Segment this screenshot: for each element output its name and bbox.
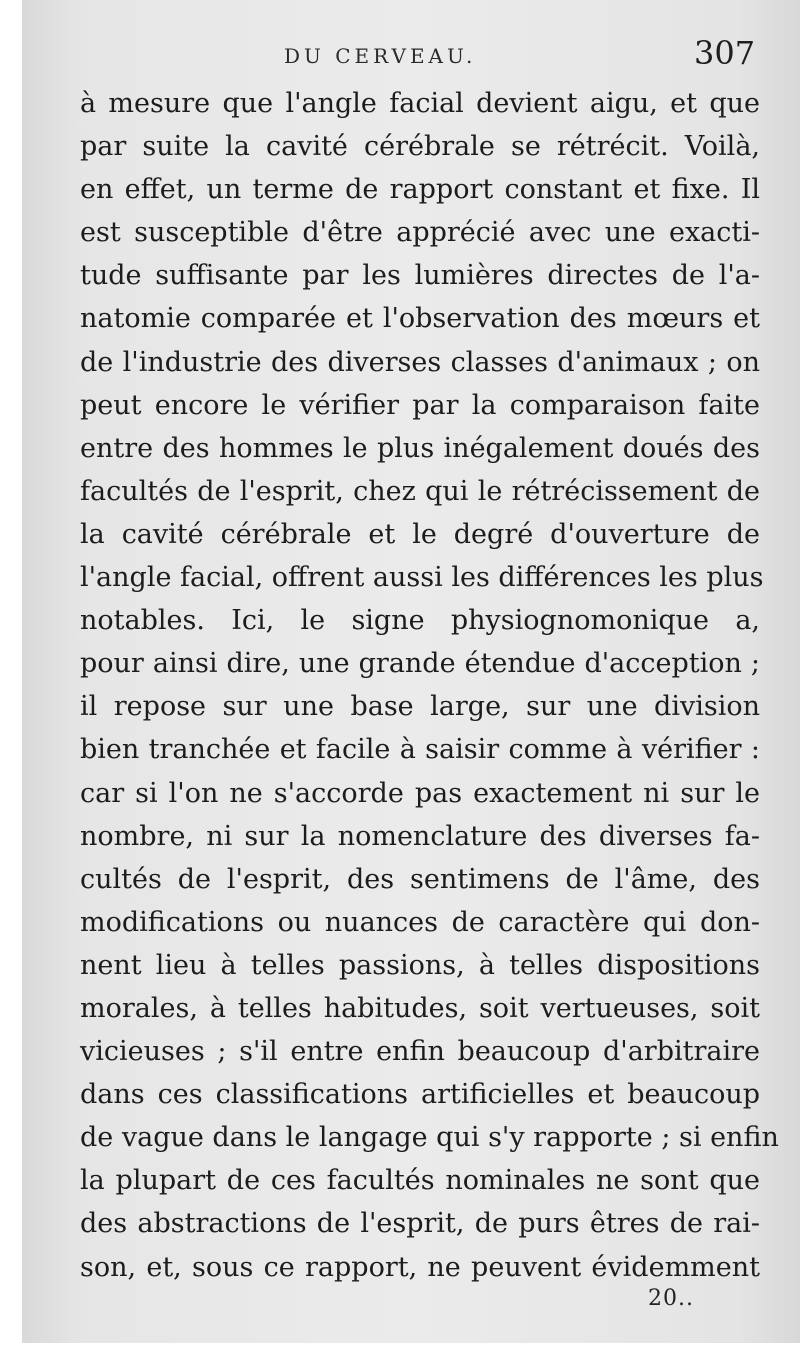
text-line: la plupart de ces facultés nominales ne sont que — [80, 1165, 760, 1197]
signature-mark: 20.. — [648, 1286, 694, 1311]
text-line: entre des hommes le plus inégalement doués des — [80, 432, 760, 464]
text-line: dans ces classifications artificielles et beaucoup — [80, 1079, 760, 1111]
text-line: notables. Ici, le signe physiognomonique a, — [80, 605, 760, 637]
book-page — [22, 0, 800, 1353]
text-line: il repose sur une base large, sur une division — [80, 691, 760, 723]
text-line: son, et, sous ce rapport, ne peuvent évidemment — [80, 1251, 760, 1283]
text-line: pour ainsi dire, une grande étendue d'acception ; — [80, 648, 760, 680]
text-line: en effet, un terme de rapport constant et fixe. Il — [80, 174, 760, 206]
text-line: cultés de l'esprit, des sentimens de l'âme, des — [80, 863, 760, 895]
text-line: morales, à telles habitudes, soit vertueuses, soit — [80, 992, 760, 1024]
text-line: modifications ou nuances de caractère qui don- — [80, 906, 760, 938]
text-line: de vague dans le langage qui s'y rapporte ; si enfin — [80, 1122, 779, 1154]
text-line: vicieuses ; s'il entre enfin beaucoup d'arbitraire — [80, 1036, 760, 1068]
text-line: peut encore le vérifier par la comparaison faite — [80, 389, 760, 421]
body-text — [80, 82, 779, 1289]
text-line: tude suffisante par les lumières directes de l'a- — [80, 260, 760, 292]
text-line: nent lieu à telles passions, à telles dispositions — [80, 949, 760, 981]
text-line: par suite la cavité cérébrale se rétrécit. Voilà, — [80, 131, 760, 163]
text-line: car si l'on ne s'accorde pas exactement ni sur le — [80, 777, 760, 809]
left-margin — [0, 0, 22, 1353]
text-line: l'angle facial, offrent aussi les différences les plus — [80, 562, 764, 594]
text-line: facultés de l'esprit, chez qui le rétrécissement de — [80, 475, 760, 507]
text-line: à mesure que l'angle facial devient aigu, et que — [80, 88, 760, 119]
page-header — [22, 30, 800, 80]
running-head: DU CERVEAU. — [284, 44, 477, 68]
text-line: bien tranchée et facile à saisir comme à vérifier : — [80, 734, 760, 766]
text-line: des abstractions de l'esprit, de purs êtres de rai- — [80, 1208, 760, 1240]
text-line: de l'industrie des diverses classes d'animaux ; on — [80, 346, 760, 378]
page-number: 307 — [694, 34, 756, 72]
text-line: natomie comparée et l'observation des mœurs et — [80, 303, 760, 335]
text-line: la cavité cérébrale et le degré d'ouverture de — [80, 518, 760, 550]
text-line: est susceptible d'être apprécié avec une exacti- — [80, 217, 760, 249]
text-line: nombre, ni sur la nomenclature des diverses fa- — [80, 820, 760, 852]
bottom-margin — [0, 1343, 800, 1353]
